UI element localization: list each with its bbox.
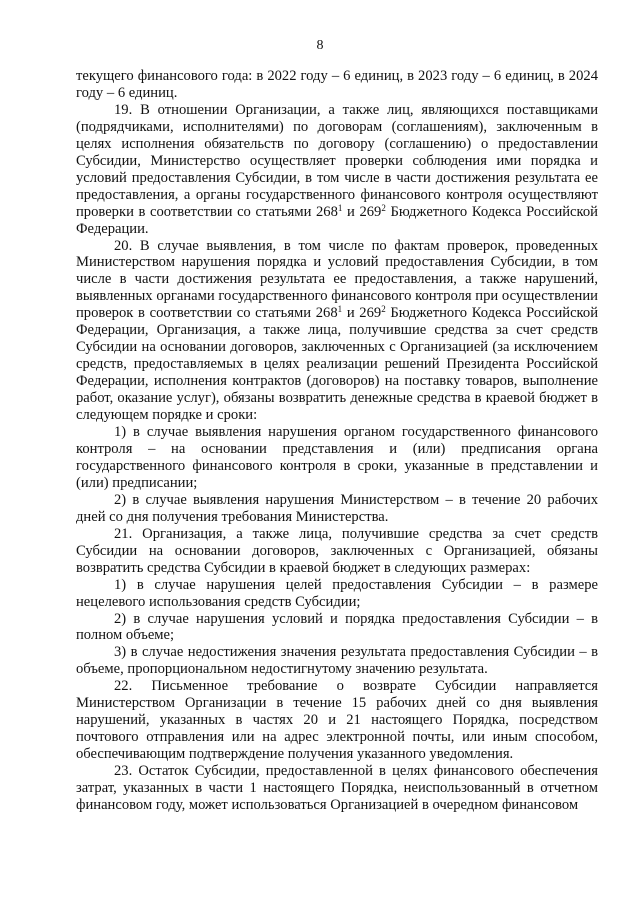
superscript-index: 2 (381, 202, 386, 213)
paragraph-23 (76, 763, 598, 814)
text-run: 1) в случае нарушения целей предоставления Субсидии – в размере нецелевого использования средств Субсидии; (76, 576, 598, 610)
text-run: 2) в случае выявления нарушения Министерством – в течение 20 рабочих дней со дня получения требования Министерства. (76, 491, 598, 525)
paragraph-21-item-3 (76, 644, 598, 678)
document-body (76, 68, 598, 814)
paragraph-20 (76, 238, 598, 424)
page-number: 8 (316, 38, 324, 53)
superscript-index: 2 (381, 304, 386, 315)
text-run: 3) в случае недостижения значения результата предоставления Субсидии – в объеме, пропорциональном недостигнутому значению результата. (76, 644, 598, 678)
paragraph-21-item-1 (76, 577, 598, 611)
paragraph-20-item-1 (76, 424, 598, 492)
text-run: 20. В случае выявления, в том числе по фактам проверок, проведенных Министерством нарушения порядка и условий предоставления Субсидии, в том числе в части достижения результата ее предоставления, а также нарушений, выявленных органами государственного финансового контроля при осуществлении проверок в соответствии со статьями 268 (76, 237, 598, 322)
text-run: Бюджетного Кодекса Российской Федерации. (76, 203, 598, 237)
paragraph-19 (76, 102, 598, 238)
text-run: Бюджетного Кодекса Российской Федерации, Организация, а также лица, получившие средства за счет средств Субсидии на основании договоров, заключенных с Организацией (за исключением средств, предоставляемых в целях реализации решений Президента Российской Федерации, исполнения контрактов (договоров) на поставку товаров, выполнение работ, оказание услуг), обязаны возвратить денежные средства в краевой бюджет в следующем порядке и сроки: (76, 305, 599, 424)
text-run: и 269 (342, 203, 382, 220)
paragraph-21 (76, 526, 598, 577)
text-run: и 269 (342, 305, 382, 322)
paragraph-21-item-2 (76, 611, 598, 645)
text-run: 1) в случае выявления нарушения органом государственного финансового контроля – на основании представления и (или) предписания органа государственного финансового контроля в сроки, указанные в представлении и (или) предписании; (76, 424, 598, 491)
paragraph-continuation (76, 68, 598, 102)
paragraph-20-item-2 (76, 492, 598, 526)
text-run: 2) в случае нарушения условий и порядка предоставления Субсидии – в полном объеме; (76, 610, 598, 644)
paragraph-22 (76, 678, 598, 763)
text-run: 22. Письменное требование о возврате Субсидии направляется Министерством Организации в течение 15 рабочих дней со дня выявления нарушений, указанных в частях 20 и 21 настоящего Порядка, посредством почтового отправления или на адрес электронной почты, или иным способом, обеспечивающим подтверждение получения указанного уведомления. (76, 678, 598, 763)
text-run: текущего финансового года: в 2022 году – 6 единиц, в 2023 году – 6 единиц, в 2024 году – 6 единиц. (76, 68, 598, 101)
text-run: 23. Остаток Субсидии, предоставленной в целях финансового обеспечения затрат, указанных в части 1 настоящего Порядка, неиспользованный в отчетном финансовом году, может использоваться Организацией в очередном финансовом (76, 763, 598, 813)
superscript-index: 1 (337, 202, 343, 213)
text-run: 19. В отношении Организации, а также лиц, являющихся поставщиками (подрядчиками, исполнителями) по договорам (соглашениям), заключенным в целях исполнения обязательств по договору (соглашению) о предоставлении Субсидии, Министерство осуществляет проверки соблюдения ими порядка и условий предоставления Субсидии, в том числе в части достижения результата ее предоставления, а органы государственного финансового контроля осуществляют проверки в соответствии со статьями 268 (76, 101, 598, 220)
superscript-index: 1 (337, 304, 343, 315)
text-run: 21. Организация, а также лица, получившие средства за счет средств Субсидии на основании договоров, заключенных с Организацией, обязаны возвратить средства Субсидии в краевой бюджет в следующих размерах: (76, 525, 598, 576)
